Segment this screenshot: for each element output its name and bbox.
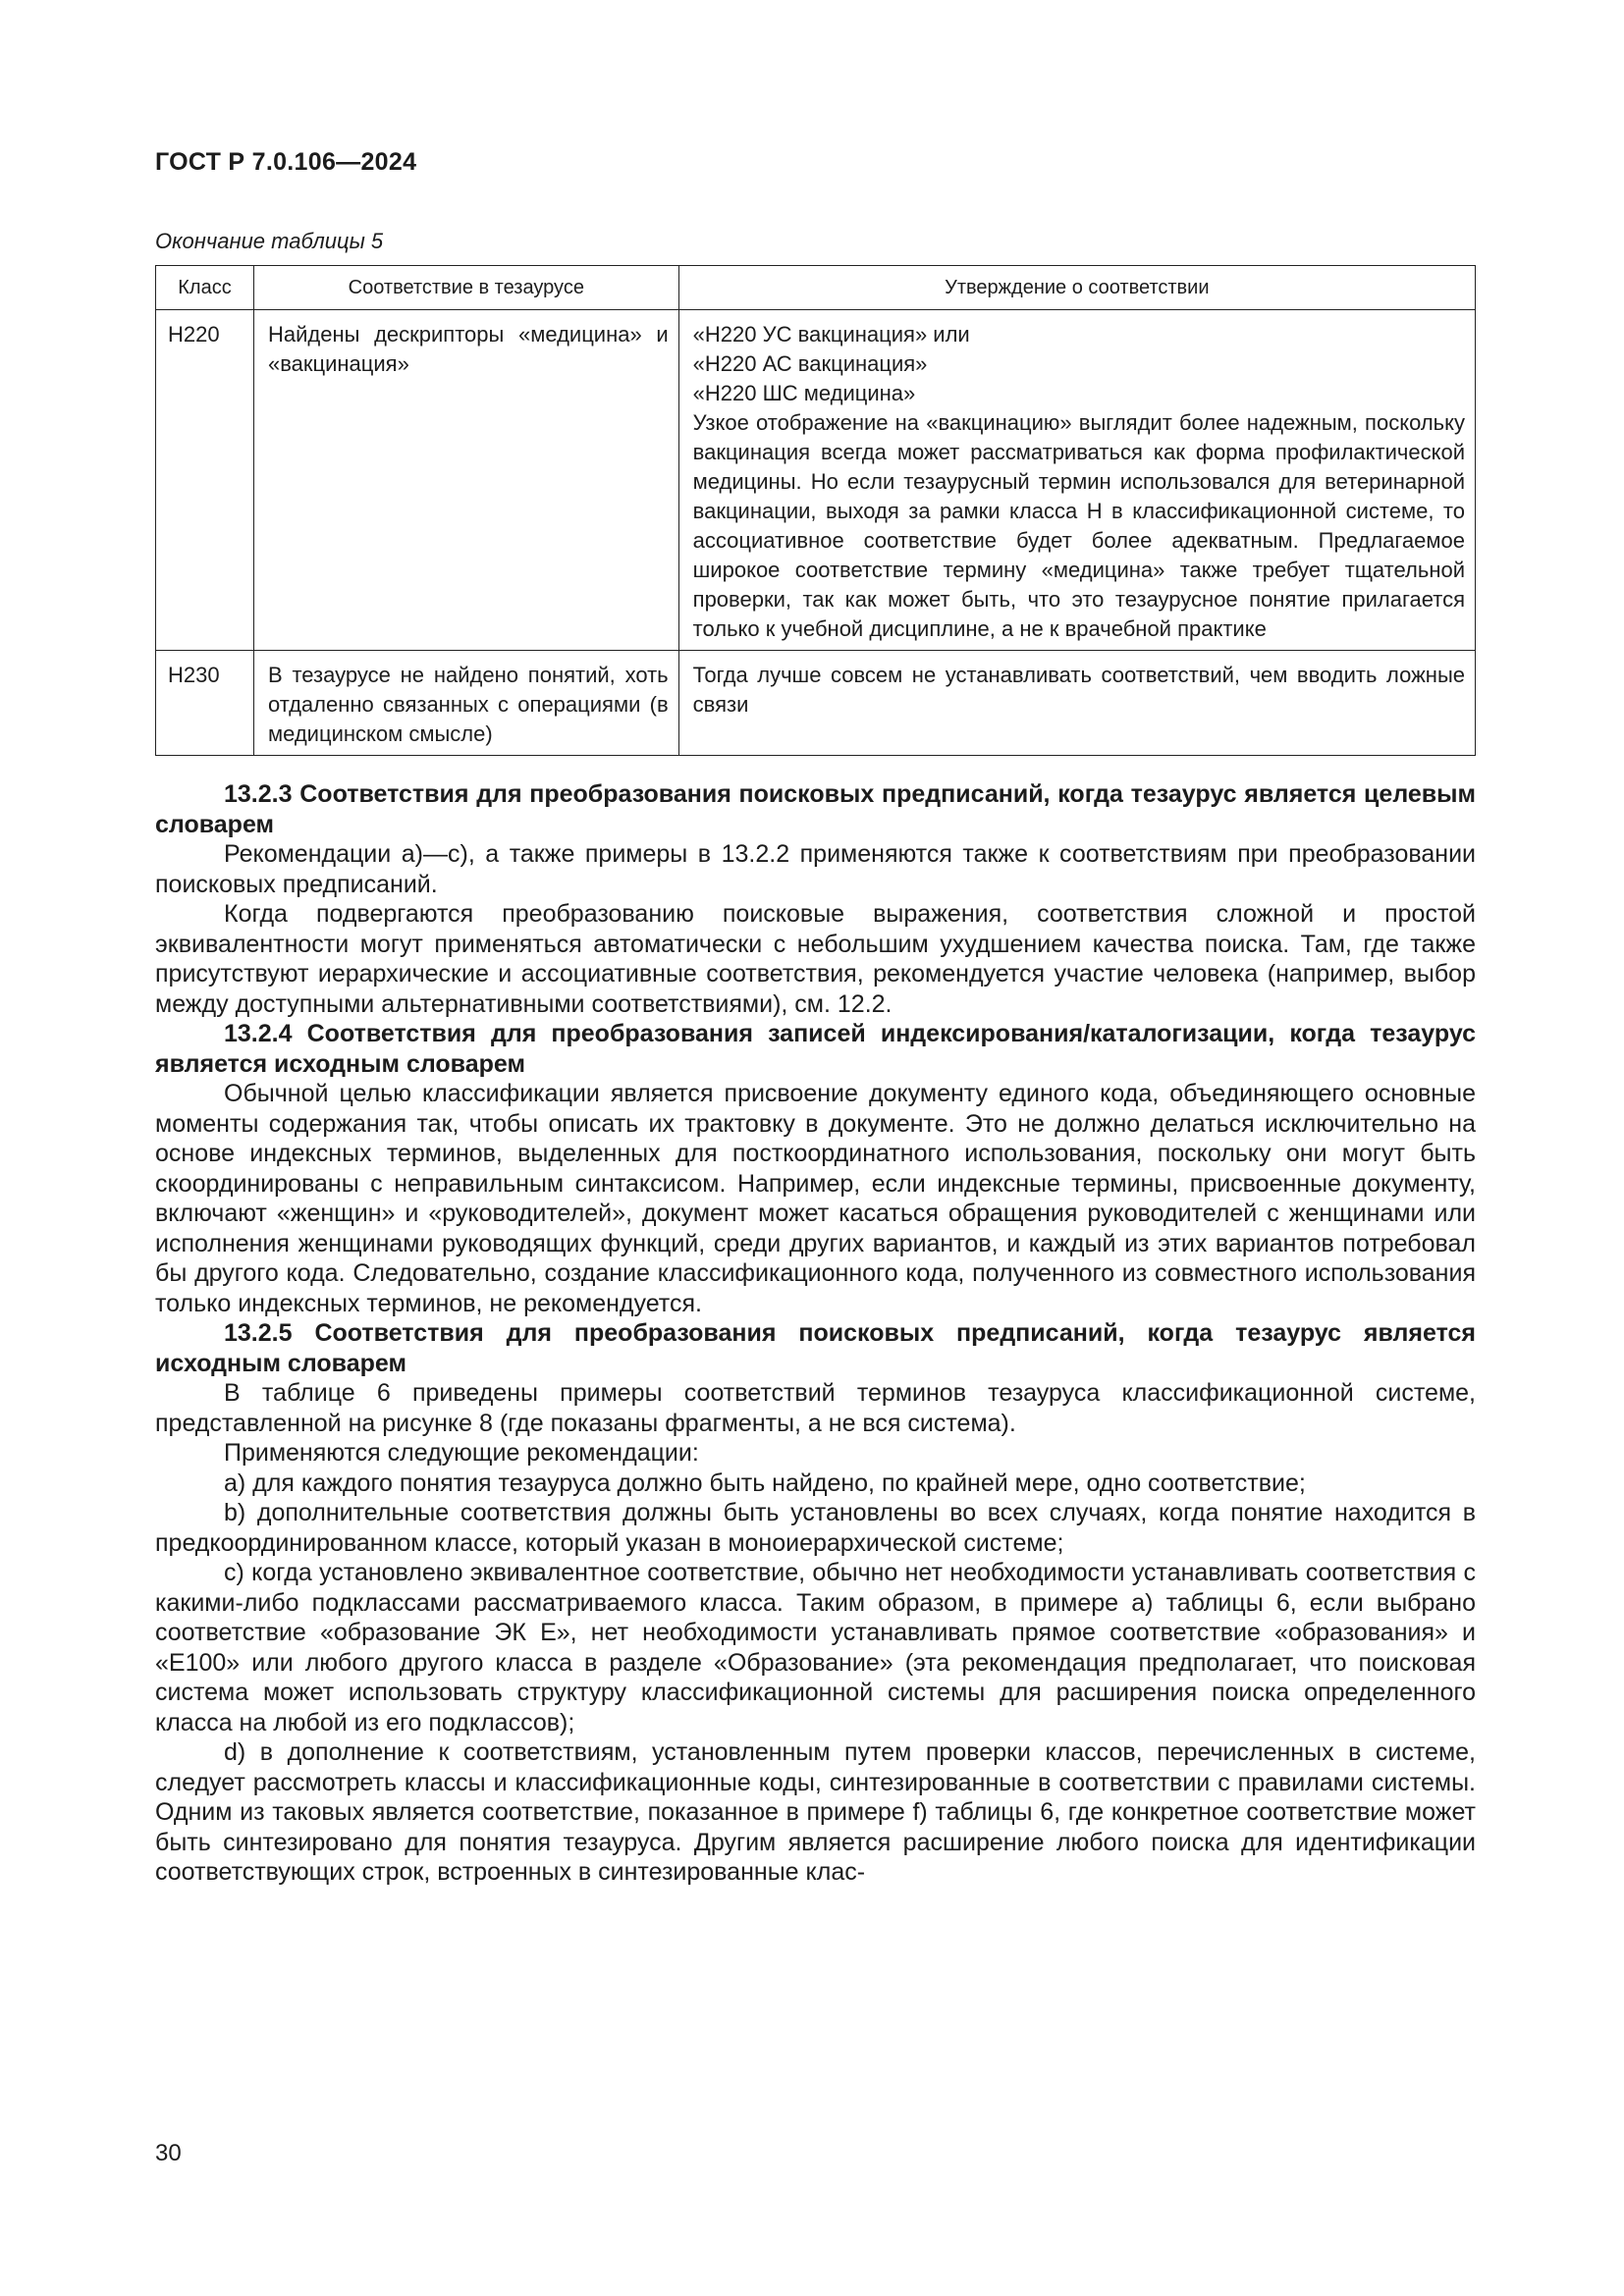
table-row (156, 310, 1476, 651)
standard-code-header: ГОСТ Р 7.0.106—2024 (155, 148, 417, 176)
column-header-thesaurus: Соответствие в тезаурусе (253, 266, 678, 310)
table-row (156, 651, 1476, 756)
body-text (155, 779, 1476, 1888)
statement-line: «H220 ШС медицина» (692, 381, 916, 405)
cell-statement (678, 651, 1475, 756)
statement-line: «H220 АС вакцинация» (692, 351, 928, 376)
paragraph: Обычной целью классификации является присвоение документу единого кода, объединяющего основные моменты содержания так, чтобы описать их трактовку в документе. Это не должно делаться исключительно на основе индексных терминов, выделенных для посткоординатного использования, поскольку они могут быть скоординированы с неправильным синтаксисом. Например, если индексные термины, присвоенные документу, включают «женщин» и «руководителей», документ может касаться обращения руководителей с женщинами или исполнения женщинами руководящих функций, среди других вариантов, и каждый из этих вариантов потребовал бы другого кода. Следовательно, создание классификационного кода, полученного из совместного использования только индексных терминов, не рекомендуется. (155, 1080, 1476, 1317)
page-content (155, 147, 1476, 1888)
list-item-d: d) в дополнение к соответствиям, установленным путем проверки классов, перечисленных в системе, следует рассмотреть классы и классификационные коды, синтезированные в соответствии с правилами системы. Одним из таковых является соответствие, показанное в примере f) таблицы 6, где конкретное соответствие может быть синтезировано для понятия тезауруса. Другим является расширение любого поиска для идентификации соответствующих строк, встроенных в синтезированные клас- (155, 1738, 1476, 1886)
cell-class: H230 (156, 651, 254, 756)
table-header-row (156, 266, 1476, 310)
cell-thesaurus: В тезаурусе не найдено понятий, хоть отдаленно связанных с операциями (в медицинском смысле) (253, 651, 678, 756)
cell-statement (678, 310, 1475, 651)
section-heading-13-2-3: 13.2.3 Соответствия для преобразования поисковых предписаний, когда тезаурус является целевым словарем (155, 780, 1476, 838)
paragraph: Рекомендации а)—с), а также примеры в 13.2.2 применяются также к соответствиям при преобразовании поисковых предписаний. (155, 840, 1476, 898)
column-header-class: Класс (156, 266, 254, 310)
list-item-b: b) дополнительные соответствия должны быть установлены во всех случаях, когда понятие находится в предкоординированном классе, который указан в моноиерархической системе; (155, 1499, 1476, 1557)
list-item-a: а) для каждого понятия тезауруса должно быть найдено, по крайней мере, одно соответствие; (224, 1468, 1306, 1497)
cell-class: H220 (156, 310, 254, 651)
table-5 (155, 265, 1476, 756)
cell-thesaurus: Найдены дескрипторы «медицина» и «вакцинация» (253, 310, 678, 651)
paragraph: В таблице 6 приведены примеры соответствий терминов тезауруса классификационной системе, представленной на рисунке 8 (где показаны фрагменты, а не вся система). (155, 1379, 1476, 1437)
page-number: 30 (155, 2140, 182, 2166)
statement-text: Тогда лучше совсем не устанавливать соответствий, чем вводить ложные связи (692, 663, 1465, 717)
section-heading-13-2-5: 13.2.5 Соответствия для преобразования поисковых предписаний, когда тезаурус является исходным словарем (155, 1319, 1476, 1377)
statement-line: «H220 УС вакцинация» или (692, 322, 970, 347)
table-caption: Окончание таблицы 5 (155, 229, 384, 253)
column-header-statement: Утверждение о соответствии (678, 266, 1475, 310)
paragraph: Применяются следующие рекомендации: (224, 1439, 699, 1467)
paragraph: Когда подвергаются преобразованию поисковые выражения, соответствия сложной и простой эквивалентности могут применяться автоматически с небольшим ухудшением качества поиска. Там, где также присутствуют иерархические и ассоциативные соответствия, рекомендуется участие человека (например, выбор между доступными альтернативными соответствиями), см. 12.2. (155, 900, 1476, 1018)
list-item-c: с) когда установлено эквивалентное соответствие, обычно нет необходимости устанавливать соответствия с какими-либо подклассами рассматриваемого класса. Таким образом, в примере а) таблицы 6, если выбрано соответствие «образование ЭК E», нет необходимости устанавливать прямое соответствие «образования» и «E100» или любого другого класса в разделе «Образование» (эта рекомендация предполагает, что поисковая система может использовать структуру классификационной системы для расширения поиска определенного класса на любой из его подклассов); (155, 1559, 1476, 1736)
statement-text: Узкое отображение на «вакцинацию» выглядит более надежным, поскольку вакцинация всегда может рассматриваться как форма профилактической медицины. Но если тезаурусный термин использовался для ветеринарной вакцинации, выходя за рамки класса H в классификационной системе, то ассоциативное соответствие будет более адекватным. Предлагаемое широкое соответствие термину «медицина» также требует тщательной проверки, так как может быть, что это тезаурусное понятие прилагается только к учебной дисциплине, а не к врачебной практике (692, 410, 1465, 641)
section-heading-13-2-4: 13.2.4 Соответствия для преобразования записей индексирования/каталогизации, когда тезаурус является исходным словарем (155, 1020, 1476, 1078)
